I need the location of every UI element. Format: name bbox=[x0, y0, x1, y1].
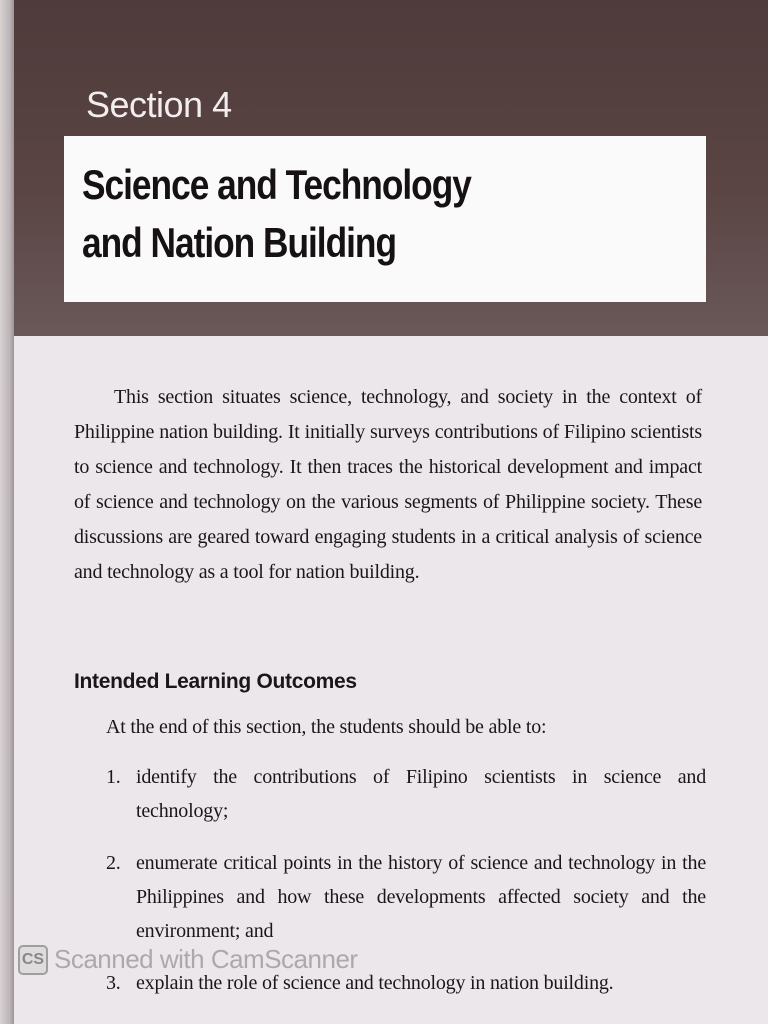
outcome-text: identify the contributions of Filipino scientists in science and technology; bbox=[136, 766, 706, 822]
outcome-text: explain the role of science and technology in nation building. bbox=[136, 972, 614, 994]
outcome-number: 2. bbox=[106, 852, 121, 874]
watermark-text: Scanned with CamScanner bbox=[54, 944, 358, 974]
scanner-watermark bbox=[18, 944, 358, 975]
outcome-item-2 bbox=[106, 846, 706, 948]
section-label: Section 4 bbox=[86, 84, 232, 125]
title-line-2: and Nation Building bbox=[82, 219, 397, 266]
outcome-number: 1. bbox=[106, 766, 121, 788]
outcome-item-1 bbox=[106, 760, 706, 828]
book-page bbox=[14, 0, 768, 1024]
outcomes-heading: Intended Learning Outcomes bbox=[74, 670, 357, 693]
intro-paragraph: This section situates science, technology, and society in the context of Philippine nation building. It initially surveys contributions of Filipino scientists to science and technology. It then traces the historical development and impact of science and technology on the various segments of Philippine society. These discussions are geared toward engaging students in a critical analysis of science and technology as a tool for nation building. bbox=[74, 386, 702, 583]
outcome-text: enumerate critical points in the history of science and technology in the Philippines and how these developments affected society and the environment; and bbox=[136, 852, 706, 942]
outcome-number: 3. bbox=[106, 972, 121, 994]
title-line-1: Science and Technology bbox=[82, 161, 471, 208]
header-band bbox=[14, 0, 768, 336]
outcomes-lead: At the end of this section, the students should be able to: bbox=[106, 716, 547, 738]
outcomes-list bbox=[106, 760, 706, 1018]
title-box bbox=[64, 136, 706, 302]
camscanner-logo-icon: CS bbox=[18, 945, 48, 975]
